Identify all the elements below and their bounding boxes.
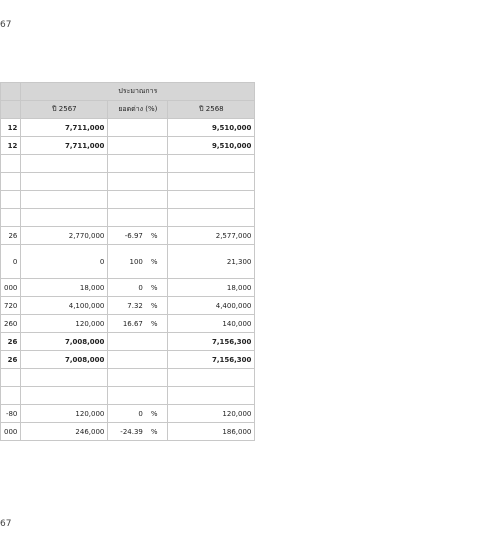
year-2567-cell: 246,000 xyxy=(21,423,108,441)
change-value: 0 xyxy=(138,283,143,292)
table-row xyxy=(1,137,255,155)
table-row xyxy=(1,369,255,387)
year-2568-cell: 140,000 xyxy=(168,315,255,333)
change-percent-cell xyxy=(108,119,168,137)
change-percent-cell xyxy=(108,245,168,279)
header-year-2567: ปี 2567 xyxy=(21,101,108,119)
page-footer-fragment: 67 xyxy=(0,519,12,529)
change-value: -6.97 xyxy=(124,231,143,240)
prev-year-cell: 000 xyxy=(1,279,21,297)
table-row xyxy=(1,351,255,369)
change-value: 0 xyxy=(138,409,143,418)
percent-sign: % xyxy=(150,319,158,328)
change-percent-cell xyxy=(108,279,168,297)
prev-year-cell: 0 xyxy=(1,245,21,279)
year-2567-cell: 120,000 xyxy=(21,405,108,423)
table-row xyxy=(1,173,255,191)
header-year-2568: ปี 2568 xyxy=(168,101,255,119)
prev-year-cell xyxy=(1,173,21,191)
year-2568-cell: 2,577,000 xyxy=(168,227,255,245)
table-row xyxy=(1,191,255,209)
change-percent-cell xyxy=(108,333,168,351)
change-percent-cell xyxy=(108,173,168,191)
table-row xyxy=(1,423,255,441)
change-percent-cell xyxy=(108,191,168,209)
year-2567-cell: 120,000 xyxy=(21,315,108,333)
year-2568-cell xyxy=(168,173,255,191)
table-row xyxy=(1,227,255,245)
prev-year-cell: 260 xyxy=(1,315,21,333)
change-percent-cell xyxy=(108,297,168,315)
prev-year-cell: 26 xyxy=(1,351,21,369)
year-2567-cell: 7,008,000 xyxy=(21,333,108,351)
percent-sign: % xyxy=(150,257,158,266)
header-estimate-group: ประมาณการ xyxy=(21,83,255,101)
prev-year-cell: -80 xyxy=(1,405,21,423)
change-value: 16.67 xyxy=(122,319,143,328)
year-2567-cell: 2,770,000 xyxy=(21,227,108,245)
table-header-row-columns xyxy=(1,101,255,119)
page-header-fragment: 67 xyxy=(0,20,12,30)
change-value: 100 xyxy=(129,257,143,266)
year-2568-cell: 7,156,300 xyxy=(168,351,255,369)
prev-year-cell: 000 xyxy=(1,423,21,441)
year-2568-cell xyxy=(168,369,255,387)
change-percent-cell xyxy=(108,137,168,155)
table-row xyxy=(1,333,255,351)
year-2567-cell xyxy=(21,173,108,191)
year-2568-cell: 9,510,000 xyxy=(168,119,255,137)
table-row xyxy=(1,279,255,297)
prev-year-cell xyxy=(1,155,21,173)
year-2568-cell: 4,400,000 xyxy=(168,297,255,315)
table-row xyxy=(1,155,255,173)
year-2567-cell: 7,008,000 xyxy=(21,351,108,369)
change-percent-cell xyxy=(108,387,168,405)
table-row xyxy=(1,315,255,333)
change-percent-cell xyxy=(108,209,168,227)
year-2568-cell: 21,300 xyxy=(168,245,255,279)
year-2568-cell: 9,510,000 xyxy=(168,137,255,155)
change-percent-cell xyxy=(108,423,168,441)
prev-year-cell: 720 xyxy=(1,297,21,315)
year-2568-cell: 186,000 xyxy=(168,423,255,441)
change-percent-cell xyxy=(108,315,168,333)
percent-sign: % xyxy=(150,301,158,310)
table-row xyxy=(1,209,255,227)
year-2568-cell xyxy=(168,191,255,209)
year-2567-cell xyxy=(21,369,108,387)
table-row xyxy=(1,387,255,405)
prev-year-cell: 26 xyxy=(1,333,21,351)
percent-sign: % xyxy=(150,231,158,240)
year-2567-cell: 7,711,000 xyxy=(21,137,108,155)
header-cell-prev-spacer xyxy=(1,83,21,101)
year-2567-cell xyxy=(21,387,108,405)
year-2567-cell: 0 xyxy=(21,245,108,279)
prev-year-cell xyxy=(1,387,21,405)
change-percent-cell xyxy=(108,155,168,173)
year-2567-cell xyxy=(21,155,108,173)
table-body xyxy=(1,119,255,441)
prev-year-cell: 12 xyxy=(1,119,21,137)
year-2568-cell xyxy=(168,387,255,405)
year-2568-cell: 18,000 xyxy=(168,279,255,297)
budget-estimate-table xyxy=(0,82,255,441)
percent-sign: % xyxy=(150,409,158,418)
table-row xyxy=(1,245,255,279)
change-percent-cell xyxy=(108,405,168,423)
header-change-percent: ยอดต่าง (%) xyxy=(108,101,168,119)
change-value: 7.32 xyxy=(127,301,143,310)
percent-sign: % xyxy=(150,283,158,292)
year-2568-cell: 7,156,300 xyxy=(168,333,255,351)
table-row xyxy=(1,297,255,315)
year-2567-cell: 7,711,000 xyxy=(21,119,108,137)
year-2568-cell xyxy=(168,155,255,173)
year-2568-cell: 120,000 xyxy=(168,405,255,423)
prev-year-cell xyxy=(1,191,21,209)
year-2567-cell xyxy=(21,209,108,227)
year-2568-cell xyxy=(168,209,255,227)
change-value: -24.39 xyxy=(120,427,143,436)
change-percent-cell xyxy=(108,369,168,387)
prev-year-cell: 12 xyxy=(1,137,21,155)
prev-year-cell: 26 xyxy=(1,227,21,245)
table-row xyxy=(1,405,255,423)
percent-sign: % xyxy=(150,427,158,436)
prev-year-cell xyxy=(1,209,21,227)
change-percent-cell xyxy=(108,351,168,369)
table-header-row-group xyxy=(1,83,255,101)
table-row xyxy=(1,119,255,137)
prev-year-cell xyxy=(1,369,21,387)
year-2567-cell xyxy=(21,191,108,209)
year-2567-cell: 18,000 xyxy=(21,279,108,297)
header-cell-prev xyxy=(1,101,21,119)
year-2567-cell: 4,100,000 xyxy=(21,297,108,315)
change-percent-cell xyxy=(108,227,168,245)
